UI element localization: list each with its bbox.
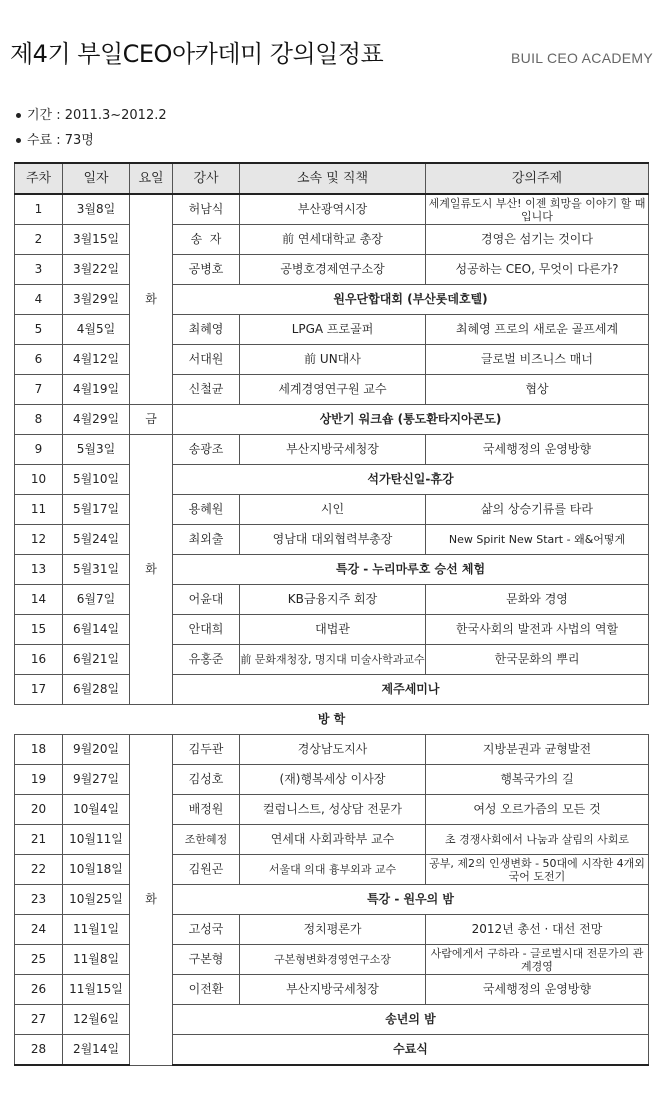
date-cell: 9월20일 <box>63 735 130 765</box>
topic-cell: 2012년 총선 · 대선 전망 <box>426 915 649 945</box>
date-cell: 4월19일 <box>63 375 130 405</box>
topic-cell: 지방분권과 균형발전 <box>426 735 649 765</box>
table-row <box>15 645 649 675</box>
week-cell: 1 <box>15 194 63 225</box>
lecturer-cell: 김두관 <box>173 735 240 765</box>
week-cell: 28 <box>15 1035 63 1066</box>
table-row <box>15 825 649 855</box>
table-row <box>15 765 649 795</box>
position-cell: 정치평론가 <box>240 915 426 945</box>
week-cell: 13 <box>15 555 63 585</box>
lecturer-cell: 용혜원 <box>173 495 240 525</box>
day-cell: 금 <box>130 405 173 435</box>
week-cell: 18 <box>15 735 63 765</box>
lecturer-cell: 송 자 <box>173 225 240 255</box>
table-row <box>15 525 649 555</box>
column-header-position: 소속 및 직책 <box>240 163 426 194</box>
table-row <box>15 1035 649 1066</box>
date-cell: 4월29일 <box>63 405 130 435</box>
position-cell: 부산지방국세청장 <box>240 975 426 1005</box>
position-cell: 前 연세대학교 총장 <box>240 225 426 255</box>
date-cell: 6월28일 <box>63 675 130 705</box>
brand-label: BUIL CEO ACADEMY <box>511 50 653 66</box>
topic-cell: 한국문화의 뿌리 <box>426 645 649 675</box>
lecturer-cell: 김성호 <box>173 765 240 795</box>
week-cell: 15 <box>15 615 63 645</box>
table-header-row <box>15 163 649 194</box>
topic-cell: 사람에게서 구하라 - 글로벌시대 전문가의 관계경영 <box>426 945 649 975</box>
table-row <box>15 495 649 525</box>
table-row <box>15 885 649 915</box>
table-row <box>15 465 649 495</box>
week-cell: 24 <box>15 915 63 945</box>
week-cell: 7 <box>15 375 63 405</box>
table-row <box>15 585 649 615</box>
week-cell: 20 <box>15 795 63 825</box>
event-cell: 송년의 밤 <box>173 1005 649 1035</box>
date-cell: 10월18일 <box>63 855 130 885</box>
column-header-lecturer: 강사 <box>173 163 240 194</box>
lecturer-cell: 구본형 <box>173 945 240 975</box>
position-cell: 연세대 사회과학부 교수 <box>240 825 426 855</box>
date-cell: 6월14일 <box>63 615 130 645</box>
table-row <box>15 285 649 315</box>
position-cell: 컬럼니스트, 성상담 전문가 <box>240 795 426 825</box>
week-cell: 9 <box>15 435 63 465</box>
day-cell: 화 <box>130 194 173 405</box>
event-cell: 수료식 <box>173 1035 649 1066</box>
position-cell: 세계경영연구원 교수 <box>240 375 426 405</box>
date-cell: 2월14일 <box>63 1035 130 1066</box>
topic-cell: New Spirit New Start - 왜&어떻게 <box>426 525 649 555</box>
position-cell: LPGA 프로골퍼 <box>240 315 426 345</box>
date-cell: 11월1일 <box>63 915 130 945</box>
position-cell: 구본형변화경영연구소장 <box>240 945 426 975</box>
table-row <box>15 345 649 375</box>
event-cell: 상반기 워크숍 (통도환타지아콘도) <box>173 405 649 435</box>
week-cell: 8 <box>15 405 63 435</box>
lecturer-cell: 공병호 <box>173 255 240 285</box>
lecturer-cell: 서대원 <box>173 345 240 375</box>
date-cell: 5월17일 <box>63 495 130 525</box>
date-cell: 11월15일 <box>63 975 130 1005</box>
table-row <box>15 375 649 405</box>
week-cell: 3 <box>15 255 63 285</box>
date-cell: 3월29일 <box>63 285 130 315</box>
topic-cell: 여성 오르가즘의 모든 것 <box>426 795 649 825</box>
date-cell: 11월8일 <box>63 945 130 975</box>
lecturer-cell: 어윤대 <box>173 585 240 615</box>
column-header-day: 요일 <box>130 163 173 194</box>
position-cell: 경상남도지사 <box>240 735 426 765</box>
lecturer-cell: 고성국 <box>173 915 240 945</box>
table-row <box>15 945 649 975</box>
info-graduates-text: 수료 : 73명 <box>27 133 94 148</box>
table-row <box>15 975 649 1005</box>
table-row <box>15 735 649 765</box>
date-cell: 5월24일 <box>63 525 130 555</box>
table-row <box>15 855 649 885</box>
position-cell: 부산광역시장 <box>240 194 426 225</box>
position-cell: 영남대 대외협력부총장 <box>240 525 426 555</box>
vacation-row <box>15 705 649 735</box>
date-cell: 5월31일 <box>63 555 130 585</box>
position-cell: 서울대 의대 흉부외과 교수 <box>240 855 426 885</box>
week-cell: 22 <box>15 855 63 885</box>
table-row <box>15 555 649 585</box>
date-cell: 10월11일 <box>63 825 130 855</box>
week-cell: 6 <box>15 345 63 375</box>
column-header-date: 일자 <box>63 163 130 194</box>
date-cell: 4월5일 <box>63 315 130 345</box>
lecturer-cell: 조한혜정 <box>173 825 240 855</box>
week-cell: 4 <box>15 285 63 315</box>
table-row <box>15 405 649 435</box>
topic-cell: 국세행정의 운영방향 <box>426 435 649 465</box>
topic-cell: 글로벌 비즈니스 매너 <box>426 345 649 375</box>
table-row <box>15 225 649 255</box>
date-cell: 10월4일 <box>63 795 130 825</box>
lecturer-cell: 안대희 <box>173 615 240 645</box>
table-row <box>15 615 649 645</box>
table-row <box>15 1005 649 1035</box>
position-cell: 前 UN대사 <box>240 345 426 375</box>
lecturer-cell: 이전환 <box>173 975 240 1005</box>
day-cell: 화 <box>130 735 173 1066</box>
topic-cell: 삶의 상승기류를 타라 <box>426 495 649 525</box>
table-row <box>15 255 649 285</box>
topic-cell: 최혜영 프로의 새로운 골프세계 <box>426 315 649 345</box>
table-row <box>15 795 649 825</box>
info-period <box>16 104 167 123</box>
topic-cell: 공부, 제2의 인생변화 - 50대에 시작한 4개외국어 도전기 <box>426 855 649 885</box>
position-cell: 시인 <box>240 495 426 525</box>
date-cell: 6월21일 <box>63 645 130 675</box>
week-cell: 12 <box>15 525 63 555</box>
lecturer-cell: 신철균 <box>173 375 240 405</box>
table-row <box>15 915 649 945</box>
info-graduates <box>16 129 94 148</box>
lecturer-cell: 유홍준 <box>173 645 240 675</box>
topic-cell: 초 경쟁사회에서 나눔과 살림의 사회로 <box>426 825 649 855</box>
page-title: 제4기 부일CEO아카데미 강의일정표 <box>10 40 384 68</box>
topic-cell: 행복국가의 길 <box>426 765 649 795</box>
column-header-week: 주차 <box>15 163 63 194</box>
lecturer-cell: 배정원 <box>173 795 240 825</box>
week-cell: 21 <box>15 825 63 855</box>
week-cell: 2 <box>15 225 63 255</box>
bullet-icon <box>16 138 21 143</box>
lecturer-cell: 허남식 <box>173 194 240 225</box>
topic-cell: 협상 <box>426 375 649 405</box>
topic-cell: 문화와 경영 <box>426 585 649 615</box>
week-cell: 11 <box>15 495 63 525</box>
position-cell: 前 문화재청장, 명지대 미술사학과교수 <box>240 645 426 675</box>
week-cell: 25 <box>15 945 63 975</box>
topic-cell: 세계일류도시 부산! 이젠 희망을 이야기 할 때입니다 <box>426 194 649 225</box>
bullet-icon <box>16 113 21 118</box>
table-row <box>15 675 649 705</box>
week-cell: 16 <box>15 645 63 675</box>
topic-cell: 한국사회의 발전과 사법의 역할 <box>426 615 649 645</box>
table-row <box>15 194 649 225</box>
position-cell: (재)행복세상 이사장 <box>240 765 426 795</box>
event-cell: 특강 - 원우의 밤 <box>173 885 649 915</box>
week-cell: 19 <box>15 765 63 795</box>
date-cell: 3월8일 <box>63 194 130 225</box>
week-cell: 17 <box>15 675 63 705</box>
position-cell: KB금융지주 회장 <box>240 585 426 615</box>
date-cell: 12월6일 <box>63 1005 130 1035</box>
column-header-topic: 강의주제 <box>426 163 649 194</box>
event-cell: 원우단합대회 (부산롯데호텔) <box>173 285 649 315</box>
day-cell: 화 <box>130 435 173 705</box>
event-cell: 특강 - 누리마루호 승선 체험 <box>173 555 649 585</box>
lecturer-cell: 송광조 <box>173 435 240 465</box>
week-cell: 5 <box>15 315 63 345</box>
topic-cell: 국세행정의 운영방향 <box>426 975 649 1005</box>
date-cell: 10월25일 <box>63 885 130 915</box>
week-cell: 27 <box>15 1005 63 1035</box>
week-cell: 14 <box>15 585 63 615</box>
vacation-cell: 방 학 <box>15 705 649 735</box>
week-cell: 10 <box>15 465 63 495</box>
topic-cell: 성공하는 CEO, 무엇이 다른가? <box>426 255 649 285</box>
topic-cell: 경영은 섬기는 것이다 <box>426 225 649 255</box>
date-cell: 6월7일 <box>63 585 130 615</box>
date-cell: 3월15일 <box>63 225 130 255</box>
date-cell: 4월12일 <box>63 345 130 375</box>
lecturer-cell: 최외출 <box>173 525 240 555</box>
date-cell: 5월10일 <box>63 465 130 495</box>
date-cell: 5월3일 <box>63 435 130 465</box>
position-cell: 대법관 <box>240 615 426 645</box>
table-row <box>15 315 649 345</box>
lecturer-cell: 김원곤 <box>173 855 240 885</box>
date-cell: 3월22일 <box>63 255 130 285</box>
event-cell: 제주세미나 <box>173 675 649 705</box>
week-cell: 23 <box>15 885 63 915</box>
schedule-table <box>14 162 649 1066</box>
table-row <box>15 435 649 465</box>
date-cell: 9월27일 <box>63 765 130 795</box>
event-cell: 석가탄신일-휴강 <box>173 465 649 495</box>
week-cell: 26 <box>15 975 63 1005</box>
position-cell: 부산지방국세청장 <box>240 435 426 465</box>
info-period-text: 기간 : 2011.3~2012.2 <box>27 108 167 123</box>
lecturer-cell: 최혜영 <box>173 315 240 345</box>
position-cell: 공병호경제연구소장 <box>240 255 426 285</box>
